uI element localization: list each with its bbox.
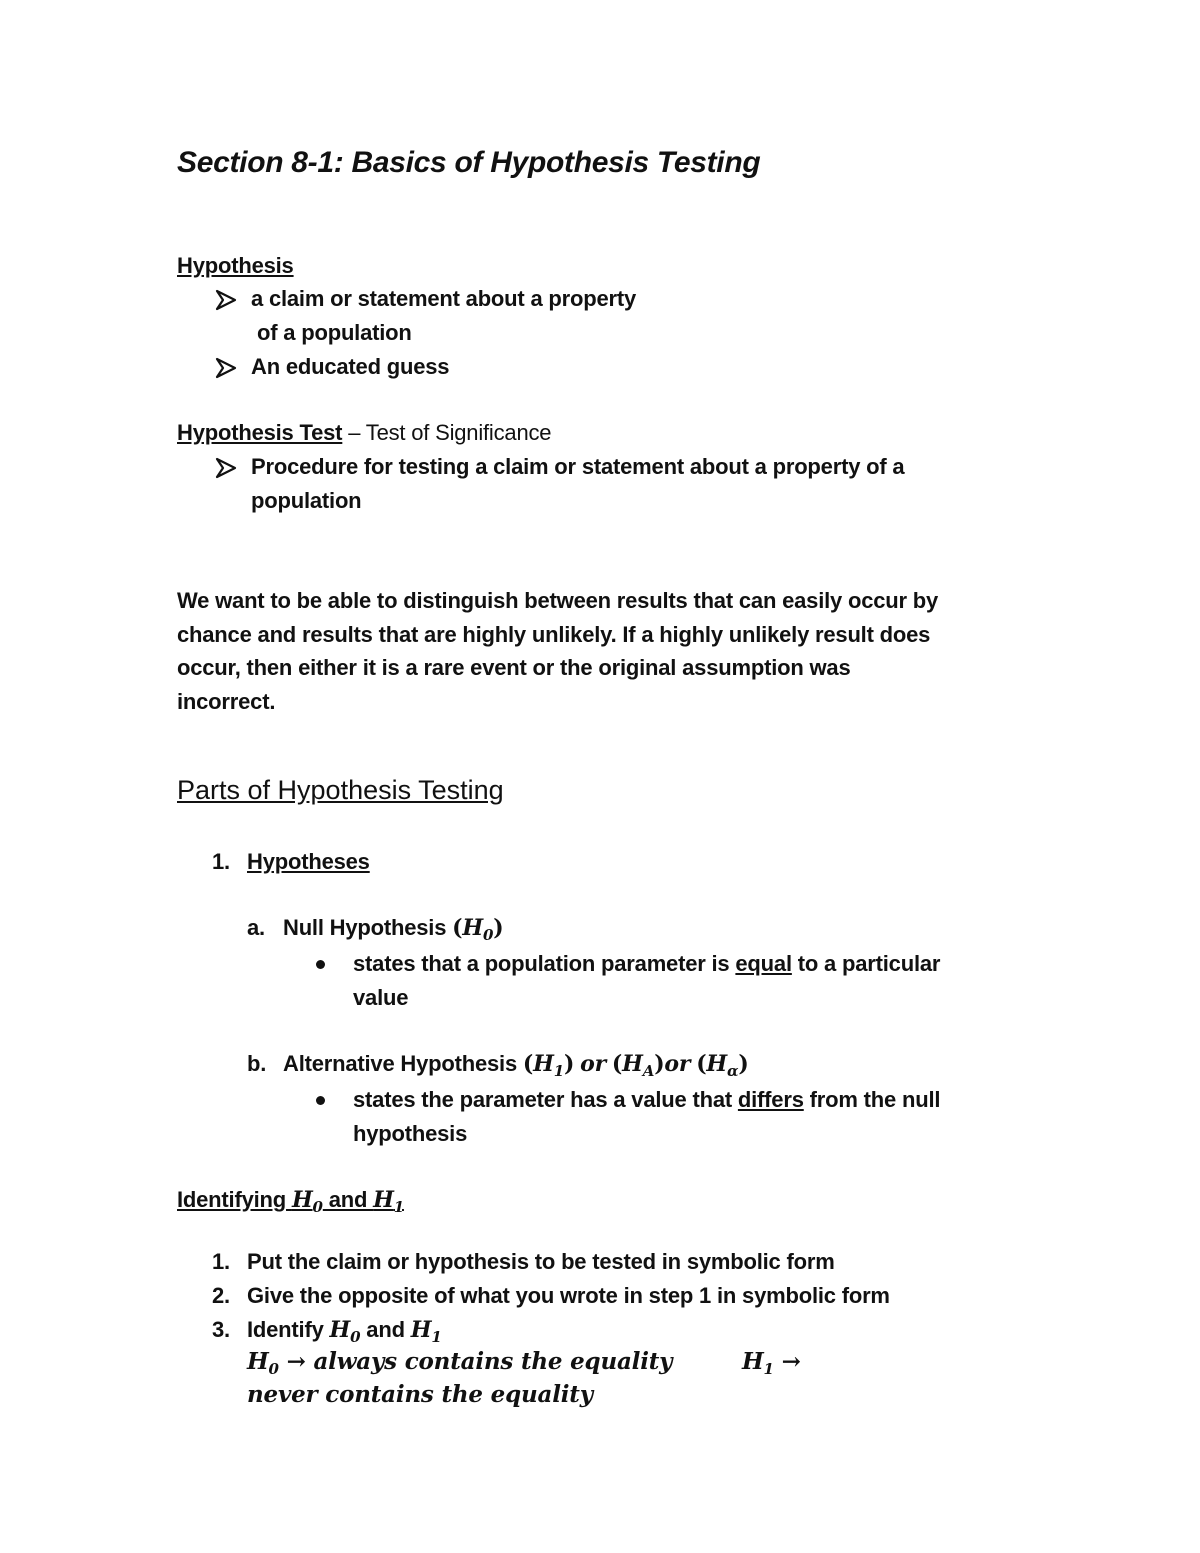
- parts-heading: Parts of Hypothesis Testing: [177, 775, 504, 805]
- null-hypothesis-label: Null Hypothesis: [283, 915, 453, 940]
- bullet-icon: [316, 1096, 325, 1105]
- step-1-text: Put the claim or hypothesis to be tested in symbolic form: [247, 1249, 835, 1274]
- hypothesis-test-item-line-1: Procedure for testing a claim or statement about a property of a: [251, 454, 905, 479]
- alt-hypothesis-bullet-line-2: hypothesis: [353, 1121, 468, 1146]
- differs-term: differs: [737, 1087, 804, 1112]
- arrow-bullet-icon: [215, 357, 237, 379]
- null-hypothesis-bullet-line-2: value: [353, 985, 409, 1010]
- rule-h1-line: $H_1$ →: [742, 1348, 801, 1378]
- equal-term: equal: [735, 951, 792, 976]
- alt-hypothesis-bullet-line-1: states the parameter has a value that differs from the null: [353, 1087, 941, 1112]
- paragraph-line-2: chance and results that are highly unlikely. If a highly unlikely result does: [177, 622, 931, 647]
- identifying-heading: Identifying $H_0$ and $H_1$: [177, 1187, 404, 1216]
- part-1-label: Hypotheses: [247, 849, 370, 874]
- rule-h0-line: $H_0$ → always contains the equality: [247, 1348, 673, 1378]
- step-1-number: 1.: [212, 1249, 230, 1274]
- hypothesis-test-heading-line: [177, 418, 551, 448]
- step-2-text: Give the opposite of what you wrote in step 1 in symbolic form: [247, 1283, 890, 1308]
- alt-hypothesis-heading: Alternative Hypothesis $(H_1)$ or $(H_A)or$ $(H_\alpha)$: [283, 1051, 749, 1080]
- paragraph-line-3: occur, then either it is a rare event or the original assumption was: [177, 655, 851, 680]
- hypothesis-test-item-line-2: population: [251, 488, 362, 513]
- part-1-number: 1.: [212, 849, 230, 874]
- alt-hypothesis-label: Alternative Hypothesis: [283, 1051, 523, 1076]
- arrow-bullet-icon: [215, 289, 237, 311]
- hypothesis-heading: Hypothesis: [177, 253, 294, 278]
- bullet-icon: [316, 960, 325, 969]
- hypothesis-item-1-line-1: a claim or statement about a property: [251, 286, 637, 311]
- hypothesis-test-heading: Hypothesis Test: [177, 420, 343, 445]
- step-2-number: 2.: [212, 1283, 230, 1308]
- rule-line-2: never contains the equality: [247, 1381, 593, 1408]
- step-3-number: 3.: [212, 1317, 230, 1342]
- arrow-bullet-icon: [215, 457, 237, 479]
- step-3-text: Identify $H_0$ and $H_1$: [247, 1317, 442, 1346]
- null-hypothesis-letter: a.: [247, 915, 265, 940]
- alt-hypothesis-letter: b.: [247, 1051, 267, 1076]
- hypothesis-item-1-line-2: of a population: [257, 320, 412, 345]
- paragraph-line-4: incorrect.: [177, 689, 276, 714]
- hypothesis-test-subtitle: – Test of Significance: [342, 420, 552, 445]
- null-hypothesis-heading: Null Hypothesis $(H_0)$: [283, 915, 504, 944]
- paragraph-line-1: We want to be able to distinguish between results that can easily occur by: [177, 588, 939, 613]
- page-title: Section 8-1: Basics of Hypothesis Testing: [177, 146, 761, 179]
- hypothesis-item-2: An educated guess: [251, 354, 450, 379]
- null-hypothesis-bullet-line-1: states that a population parameter is equal to a particular: [353, 951, 941, 976]
